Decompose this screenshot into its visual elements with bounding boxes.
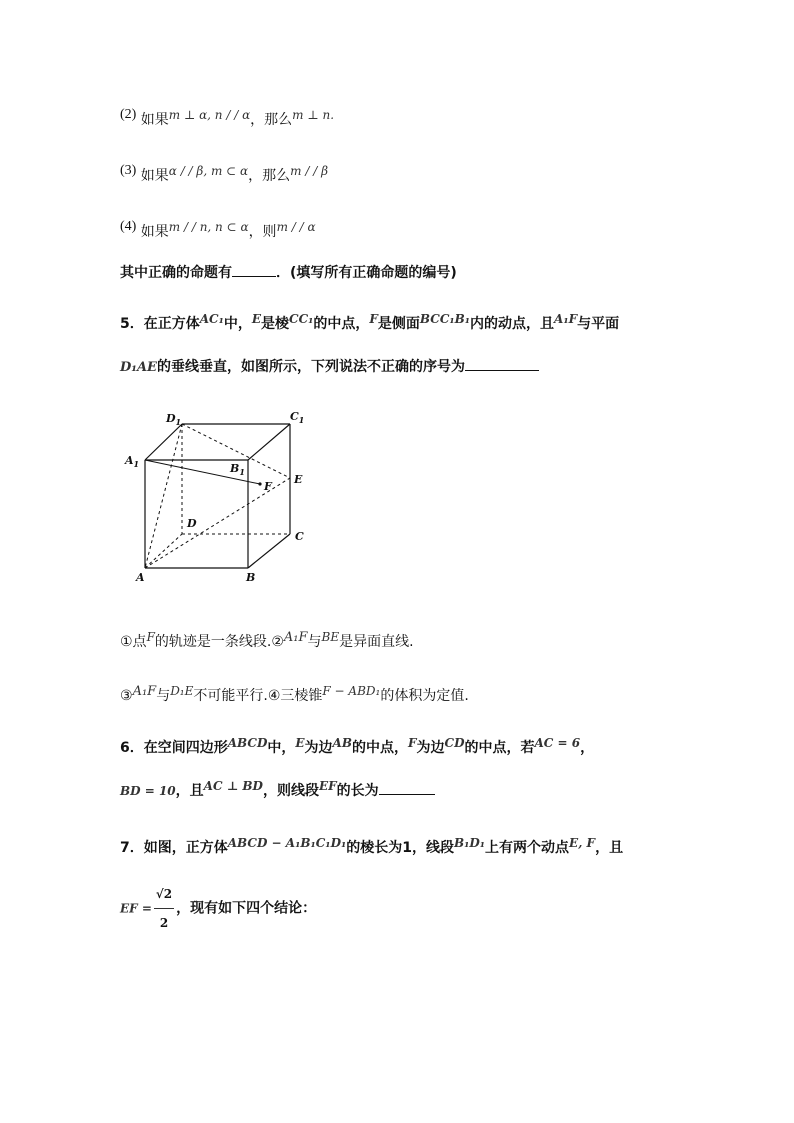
answer-blank xyxy=(232,262,276,277)
text: ，则线段 xyxy=(262,783,319,799)
text: 内的动点，且 xyxy=(470,316,555,332)
label-e: E xyxy=(294,473,303,486)
text: ③ xyxy=(120,688,133,704)
text: ，那么 xyxy=(248,168,291,184)
label-d: D xyxy=(187,517,197,530)
hidden-edge-a-d xyxy=(145,534,182,568)
text: 如果 xyxy=(140,112,169,128)
math: E xyxy=(295,736,305,750)
math: CC₁ xyxy=(289,312,314,326)
item-number: (3) xyxy=(120,163,137,178)
answer-blank xyxy=(379,780,435,795)
item-number: (2) xyxy=(120,107,137,122)
label-c: C xyxy=(295,530,304,543)
numerator: √2 xyxy=(154,880,174,909)
math: F xyxy=(369,312,378,326)
answer-prompt xyxy=(120,262,457,283)
math: BD = 10 xyxy=(120,784,176,798)
answer-blank xyxy=(465,356,539,371)
question-5-line-1 xyxy=(120,314,619,334)
label-a: A xyxy=(136,571,145,584)
text: ，且 xyxy=(175,783,204,799)
text: 与平面 xyxy=(577,316,620,332)
proposition-4 xyxy=(120,219,316,243)
text: 中， xyxy=(223,316,252,332)
math: F xyxy=(408,736,417,750)
text: ，那么 xyxy=(250,112,293,128)
item-number: (4) xyxy=(120,219,137,234)
text: 的中点， xyxy=(313,316,370,332)
math: A₁F xyxy=(554,312,578,326)
text: 7．如图，正方体 xyxy=(120,840,228,856)
math: BCC₁B₁ xyxy=(419,312,471,326)
text: ， xyxy=(580,740,595,756)
question-7-line-1 xyxy=(120,838,623,858)
text: 上有两个动点 xyxy=(485,840,570,856)
text: 其中正确的命题有 xyxy=(120,265,232,281)
edge-b-c xyxy=(248,534,290,568)
question-6-line-1 xyxy=(120,738,594,758)
math: m ⊥ n. xyxy=(292,108,335,122)
text: 与 xyxy=(156,688,171,704)
text: 如果 xyxy=(140,168,169,184)
label-a1: $A_1$ xyxy=(125,454,140,469)
text: 与 xyxy=(307,634,322,650)
math: CD xyxy=(444,736,465,750)
question-6-line-2 xyxy=(120,780,435,801)
math: AB xyxy=(332,736,352,750)
text: 是棱 xyxy=(261,316,290,332)
fraction xyxy=(154,880,174,937)
text: 的棱长为1，线段 xyxy=(346,840,454,856)
text: 的垂线垂直，如图所示，下列说法不正确的序号为 xyxy=(156,359,465,375)
math: A₁F xyxy=(132,684,157,699)
text: 如果 xyxy=(140,224,169,240)
edge-b1-c1 xyxy=(248,424,290,460)
math: B₁D₁ xyxy=(453,836,486,850)
question-5-options-2 xyxy=(120,686,469,707)
math: α / / β, m ⊂ α xyxy=(168,164,249,178)
text: 6．在空间四边形 xyxy=(120,740,228,756)
math: D₁AE xyxy=(120,360,157,375)
text: 的长为 xyxy=(336,783,379,799)
text: 是异面直线. xyxy=(339,634,414,650)
text: ．(填写所有正确命题的编号) xyxy=(276,265,457,281)
text: ①点 xyxy=(120,634,147,650)
point-f xyxy=(258,482,261,485)
text: 中， xyxy=(267,740,296,756)
math: A₁F xyxy=(283,630,308,645)
text: 的轨迹是一条线段.② xyxy=(154,634,284,650)
edge-a1-d1 xyxy=(145,424,182,460)
math: AC ⊥ BD xyxy=(203,779,263,793)
text: ，则 xyxy=(248,224,277,240)
proposition-2 xyxy=(120,107,335,131)
text: 5．在正方体 xyxy=(120,316,200,332)
text: ，现有如下四个结论： xyxy=(176,900,317,917)
text: 是侧面 xyxy=(377,316,420,332)
denominator: 2 xyxy=(159,916,169,930)
math: EF = xyxy=(120,901,152,916)
text: ，且 xyxy=(595,840,624,856)
label-c1: $C_1$ xyxy=(290,410,305,425)
math: m / / n, n ⊂ α xyxy=(168,220,249,234)
question-5-options-1 xyxy=(120,632,414,653)
math: E xyxy=(251,312,262,326)
math: EF xyxy=(318,779,337,793)
math: m / / α xyxy=(276,220,316,234)
math: m ⊥ α, n / / α xyxy=(168,108,251,122)
math: ABCD xyxy=(227,736,268,750)
label-d1: $D_1$ xyxy=(166,412,182,427)
math: F − ABD₁ xyxy=(322,684,381,698)
text: 为边 xyxy=(304,740,333,756)
cube-figure xyxy=(120,400,320,590)
math: AC₁ xyxy=(199,312,224,326)
text: 为边 xyxy=(416,740,445,756)
hidden-line-d1-a xyxy=(145,424,182,568)
question-5-line-2 xyxy=(120,356,539,378)
math: D₁E xyxy=(170,684,194,698)
label-f: F xyxy=(264,480,272,493)
label-b: B xyxy=(246,571,256,584)
math: ABCD − A₁B₁C₁D₁ xyxy=(227,836,347,850)
text: 不可能平行.④三棱锥 xyxy=(193,688,323,704)
text: 的中点，若 xyxy=(464,740,535,756)
proposition-3 xyxy=(120,163,329,187)
math: BE xyxy=(321,630,340,644)
text: 的中点， xyxy=(352,740,408,756)
question-7-line-2 xyxy=(120,880,316,937)
math: m / / β xyxy=(290,164,329,178)
math: AC = 6 xyxy=(534,736,581,750)
math: F xyxy=(146,630,155,644)
math: E, F xyxy=(569,836,596,850)
text: 的体积为定值. xyxy=(380,688,469,704)
label-b1: $B_1$ xyxy=(230,462,245,477)
